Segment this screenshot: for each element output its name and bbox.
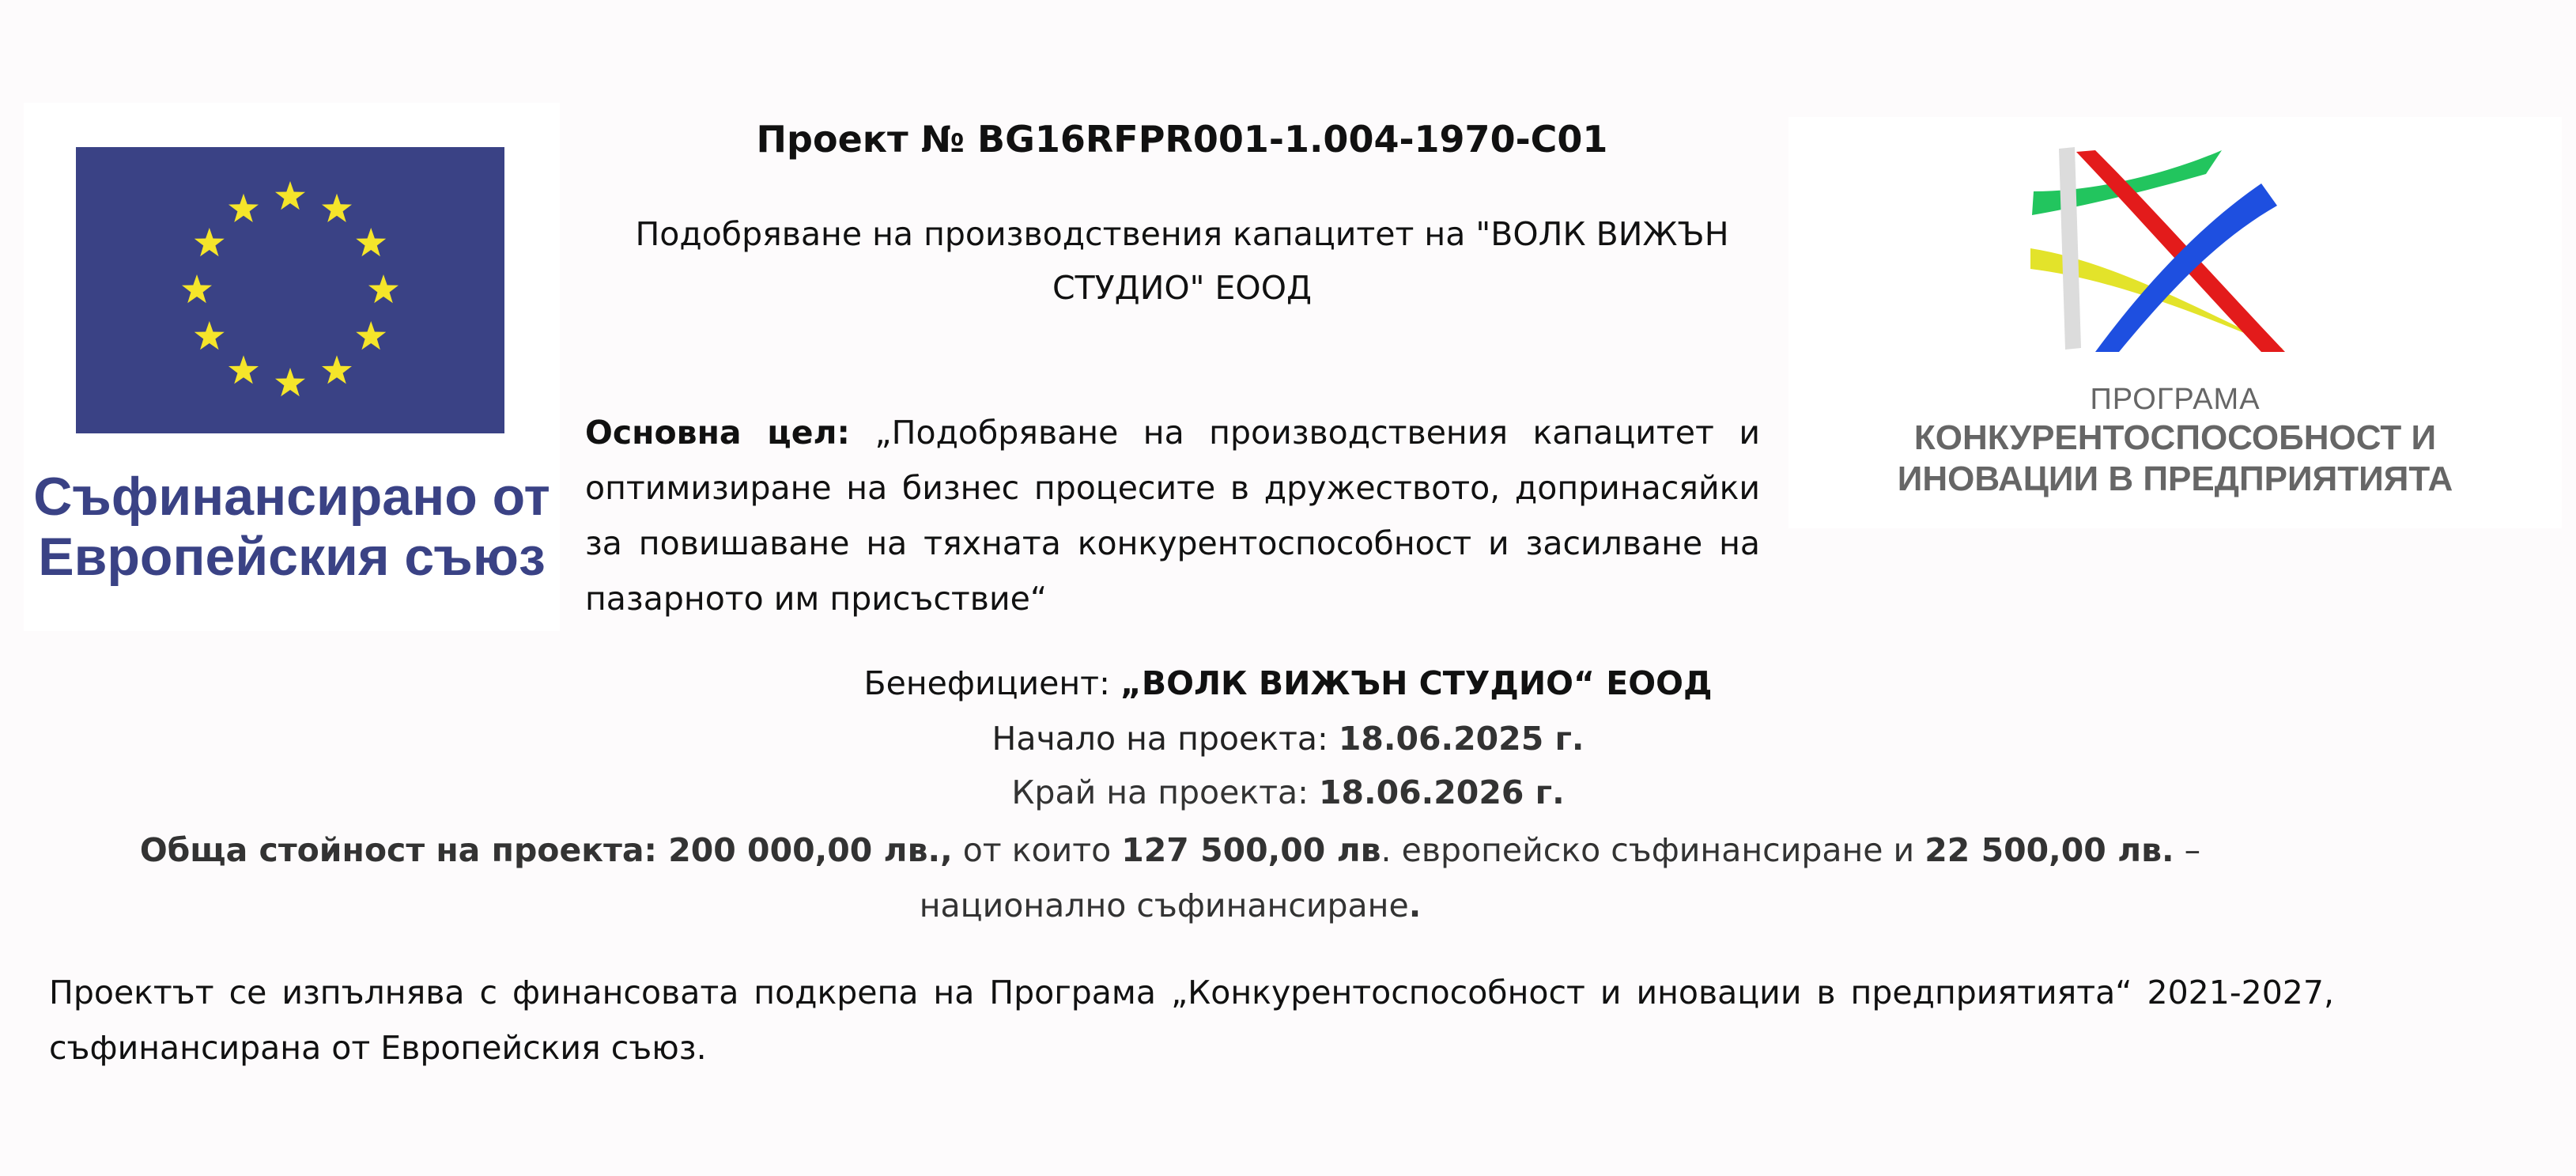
- eu-star-icon: [229, 194, 259, 222]
- programme-line1: КОНКУРЕНТОСПОСОБНОСТ И: [1913, 418, 2437, 457]
- programme-name: [1788, 381, 2562, 500]
- cost-text-part2: . европейско съфинансиране и: [1381, 831, 1925, 869]
- main-goal: [585, 405, 1760, 626]
- main-goal-text: „Подобряване на производствения капацитет и оптимизиране на бизнес процесите в дружеството, допринасяйки за повишаване на тяхната конкурентоспособност и засилване на пазарното им присъствие“: [585, 414, 1760, 618]
- start-date-label: Начало на проекта:: [991, 720, 1339, 758]
- start-date-line: [0, 715, 2576, 762]
- start-date-value: 18.06.2025 г.: [1338, 720, 1585, 758]
- total-cost: [119, 822, 2222, 933]
- cost-text-end: .: [1408, 887, 1422, 925]
- cost-text-part1: от които: [952, 831, 1122, 869]
- eu-text-line2: Европейския съюз: [38, 527, 546, 587]
- project-title: Подобряване на производствения капацитет на "ВОЛК ВИЖЪН СТУДИО" ЕООД: [635, 215, 1729, 307]
- eu-star-icon: [322, 355, 352, 384]
- beneficiary-label: Бенефициент:: [863, 664, 1120, 702]
- programme-emblem-icon: [2024, 142, 2309, 364]
- eu-text-line1: Съфинансирано от: [33, 467, 550, 527]
- eu-star-icon: [368, 274, 398, 303]
- eu-star-icon: [356, 321, 386, 350]
- cost-text-part3: – национално съфинансиране: [919, 831, 2201, 925]
- end-date-line: [0, 769, 2576, 816]
- eu-star-icon: [322, 194, 352, 222]
- eu-star-icon: [356, 228, 386, 256]
- eu-star-icon: [182, 274, 212, 303]
- programme-line2: ИНОВАЦИИ В ПРЕДПРИЯТИЯТА: [1897, 459, 2453, 498]
- project-number: Проект № BG16RFPR001-1.004-1970-C01: [756, 118, 1608, 161]
- footer-note: Проектът се изпълнява с финансовата подкрепа на Програма „Конкурентоспособност и иновации в предприятията“ 2021-2027, съфинансирана от Европейския съюз.: [49, 974, 2334, 1067]
- end-date-label: Край на проекта:: [1011, 773, 1319, 811]
- eu-star-icon: [275, 181, 305, 210]
- total-cost-label: Обща стойност на проекта: 200 000,00 лв.,: [139, 831, 953, 869]
- beneficiary-line: [0, 660, 2576, 707]
- main-goal-label: Основна цел:: [585, 414, 850, 452]
- beneficiary-value: „ВОЛК ВИЖЪН СТУДИО“ ЕООД: [1120, 664, 1713, 702]
- eu-amount: 127 500,00 лв: [1121, 831, 1381, 869]
- eu-cofunded-text: [24, 467, 560, 587]
- eu-star-icon: [229, 355, 259, 384]
- eu-star-icon: [195, 321, 225, 350]
- eu-stars-icon: [76, 147, 504, 433]
- programme-word: ПРОГРАМА: [2090, 383, 2261, 416]
- national-amount: 22 500,00 лв.: [1924, 831, 2174, 869]
- eu-flag: [76, 147, 504, 433]
- eu-star-icon: [195, 228, 225, 256]
- eu-star-icon: [275, 368, 305, 396]
- end-date-value: 18.06.2026 г.: [1319, 773, 1565, 811]
